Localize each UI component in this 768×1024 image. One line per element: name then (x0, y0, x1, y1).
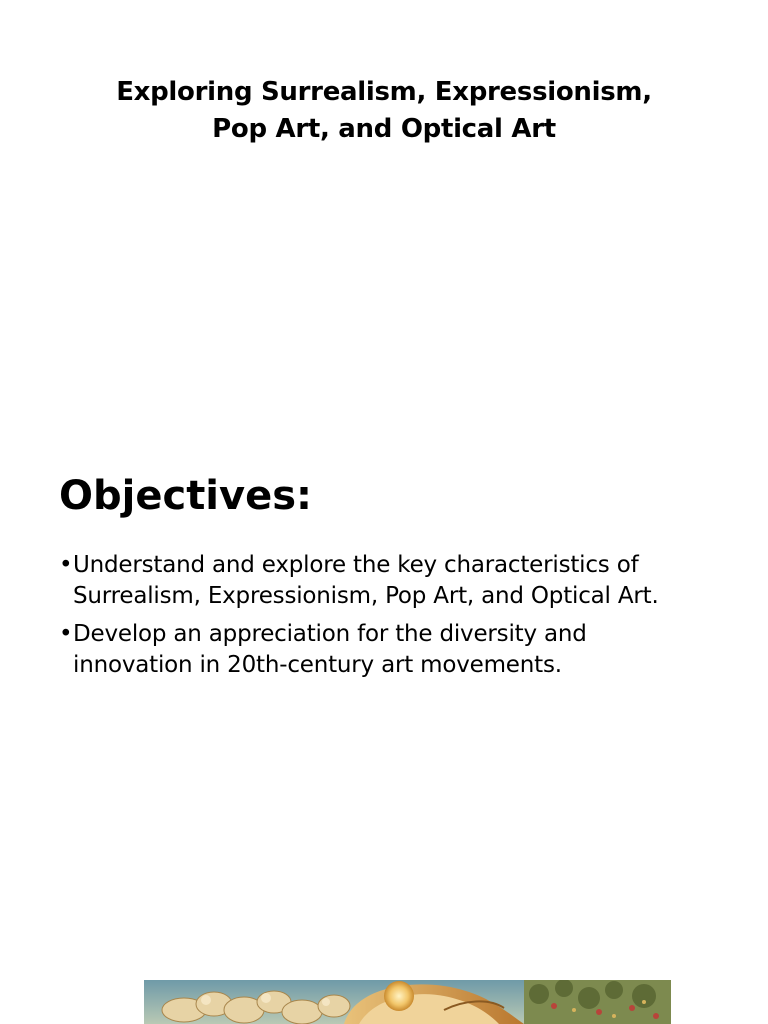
objective-1-line-1: Understand and explore the key characteristics of (73, 552, 639, 578)
objectives-heading: Objectives: (59, 473, 313, 519)
objective-item-1 (59, 550, 719, 612)
bullet-icon: • (59, 621, 73, 647)
slide-title-line-2: Pop Art, and Optical Art (212, 114, 556, 144)
objective-item-2 (59, 619, 719, 681)
bullet-icon: • (59, 552, 73, 578)
objectives-list (59, 550, 719, 688)
objective-2-line-2: innovation in 20th-century art movements. (73, 652, 562, 678)
slide-title (0, 74, 768, 148)
surrealist-artwork-image (144, 980, 671, 1024)
objective-2-line-1: Develop an appreciation for the diversity and (73, 621, 587, 647)
slide-title-line-1: Exploring Surrealism, Expressionism, (116, 77, 652, 107)
objective-1-line-2: Surrealism, Expressionism, Pop Art, and Optical Art. (73, 583, 659, 609)
